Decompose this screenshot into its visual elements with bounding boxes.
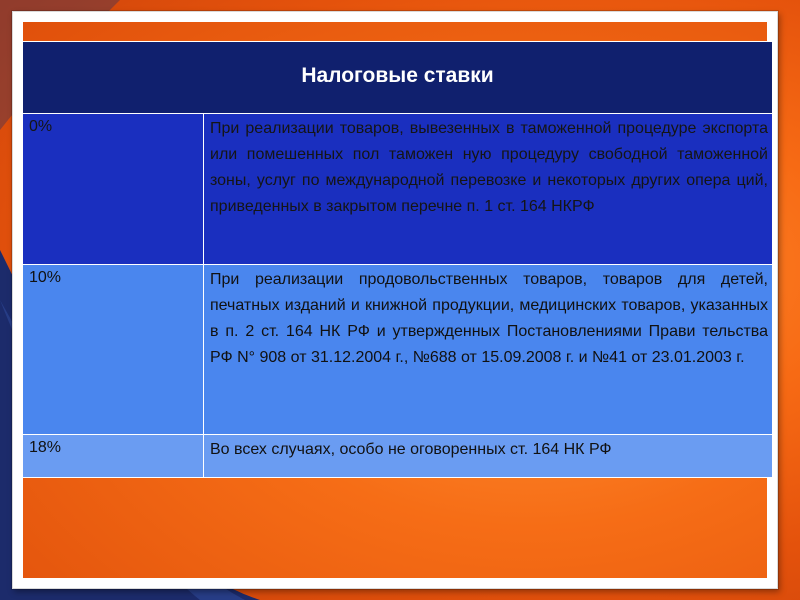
description-cell: При реализации продовольственных товаров, товаров для детей, печатных изданий и книжной продукции, медицинских товаров, указанных в п. 2 ст. 164 НК РФ и утвержденных Постановлениями Прави тельства РФ N° 908 от 31.12.2004 г., №688 от 15.09.2008 г. и №41 от 23.01.2003 г.	[204, 265, 773, 435]
rate-cell: 10%	[23, 265, 204, 435]
table-row	[23, 435, 773, 478]
table-row	[23, 114, 773, 265]
rate-cell: 0%	[23, 114, 204, 265]
rate-cell: 18%	[23, 435, 204, 478]
description-cell: Во всех случаях, особо не оговоренных ст. 164 НК РФ	[204, 435, 773, 478]
table-row	[23, 265, 773, 435]
table-title: Налоговые ставки	[23, 42, 773, 114]
table-header-row	[23, 42, 773, 114]
description-cell: При реализации товаров, вывезенных в таможенной процедуре экспорта или помешенных пол таможен ную процедуру свободной таможенной зоны, услуг по международной перевозке и некоторых других опера ций, приведенных в закрытом перечне п. 1 ст. 164 НКРФ	[204, 114, 773, 265]
tax-rates-table	[22, 41, 773, 478]
